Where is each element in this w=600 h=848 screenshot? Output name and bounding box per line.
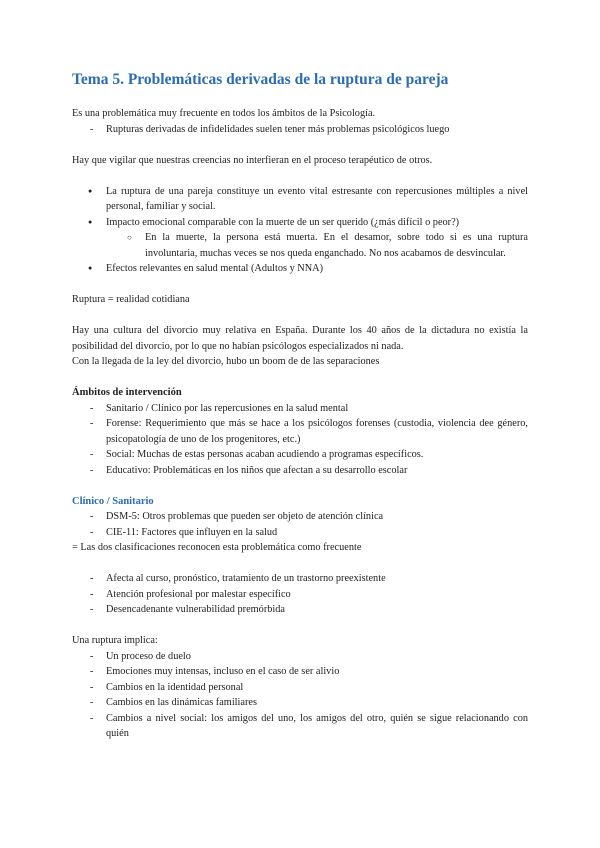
sub-bullet-item: ○ En la muerte, la persona está muerta. En el desamor, sobre todo si es una ruptura involuntaria, muchas veces se nos queda enganchado. No nos acabamos de desvincular. — [72, 230, 528, 261]
bullet-item: ● Impacto emocional comparable con la muerte de un ser querido (¿más difícil o peor?) — [72, 215, 528, 231]
implica-heading: Una ruptura implica: — [72, 635, 158, 646]
intro-paragraph: Es una problemática muy frecuente en todos los ámbitos de la Psicología. — [72, 108, 376, 119]
clinico-item: - Desencadenante vulnerabilidad premórbida — [72, 602, 528, 618]
intro-dash-item: - Rupturas derivadas de infidelidades suelen tener más problemas psicológicos luego — [72, 122, 528, 138]
ambitos-item: - Educativo: Problemáticas en los niños que afectan a su desarrollo escolar — [72, 463, 528, 479]
implica-item: - Cambios en las dinámicas familiares — [72, 695, 528, 711]
implica-item: - Cambios a nivel social: los amigos del uno, los amigos del otro, quién se sigue relacionando con quién — [72, 711, 528, 742]
clinico-summary: = Las dos clasificaciones reconocen esta problemática como frecuente — [72, 542, 362, 553]
clinico-item: - Atención profesional por malestar específico — [72, 587, 528, 603]
document-page — [72, 70, 528, 742]
document-title: Tema 5. Problemáticas derivadas de la ruptura de pareja — [72, 71, 449, 88]
ambitos-heading: Ámbitos de intervención — [72, 387, 182, 398]
clinico-item: - DSM-5: Otros problemas que pueden ser objeto de atención clínica — [72, 509, 528, 525]
implica-item: - Un proceso de duelo — [72, 649, 528, 665]
bullet-item: ● La ruptura de una pareja constituye un evento vital estresante con repercusiones múltiples a nivel personal, familiar y social. — [72, 184, 528, 215]
ambitos-item: - Forense: Requerimiento que más se hace a los psicólogos forenses (custodia, violencia dee género, psicopatología de uno de los progenitores, etc.) — [72, 416, 528, 447]
cultura-paragraph: Hay una cultura del divorcio muy relativa en España. Durante los 40 años de la dictadura no existía la posibilidad del divorcio, por lo que no habían psicólogos especializados ni nada. — [72, 325, 528, 352]
ruptura-paragraph: Ruptura = realidad cotidiana — [72, 294, 190, 305]
bullet-item: ● Efectos relevantes en salud mental (Adultos y NNA) — [72, 261, 528, 277]
ambitos-item: - Social: Muchas de estas personas acaban acudiendo a programas específicos. — [72, 447, 528, 463]
llegada-paragraph: Con la llegada de la ley del divorcio, hubo un boom de de las separaciones — [72, 356, 380, 367]
implica-item: - Emociones muy intensas, incluso en el caso de ser alivio — [72, 664, 528, 680]
clinico-item: - Afecta al curso, pronóstico, tratamiento de un trastorno preexistente — [72, 571, 528, 587]
clinico-heading: Clínico / Sanitario — [72, 495, 154, 507]
vigilar-paragraph: Hay que vigilar que nuestras creencias no interfieran en el proceso terapéutico de otros. — [72, 154, 433, 166]
clinico-item: - CIE-11: Factores que influyen en la salud — [72, 525, 528, 541]
implica-item: - Cambios en la identidad personal — [72, 680, 528, 696]
ambitos-item: - Sanitario / Clínico por las repercusiones en la salud mental — [72, 401, 528, 417]
